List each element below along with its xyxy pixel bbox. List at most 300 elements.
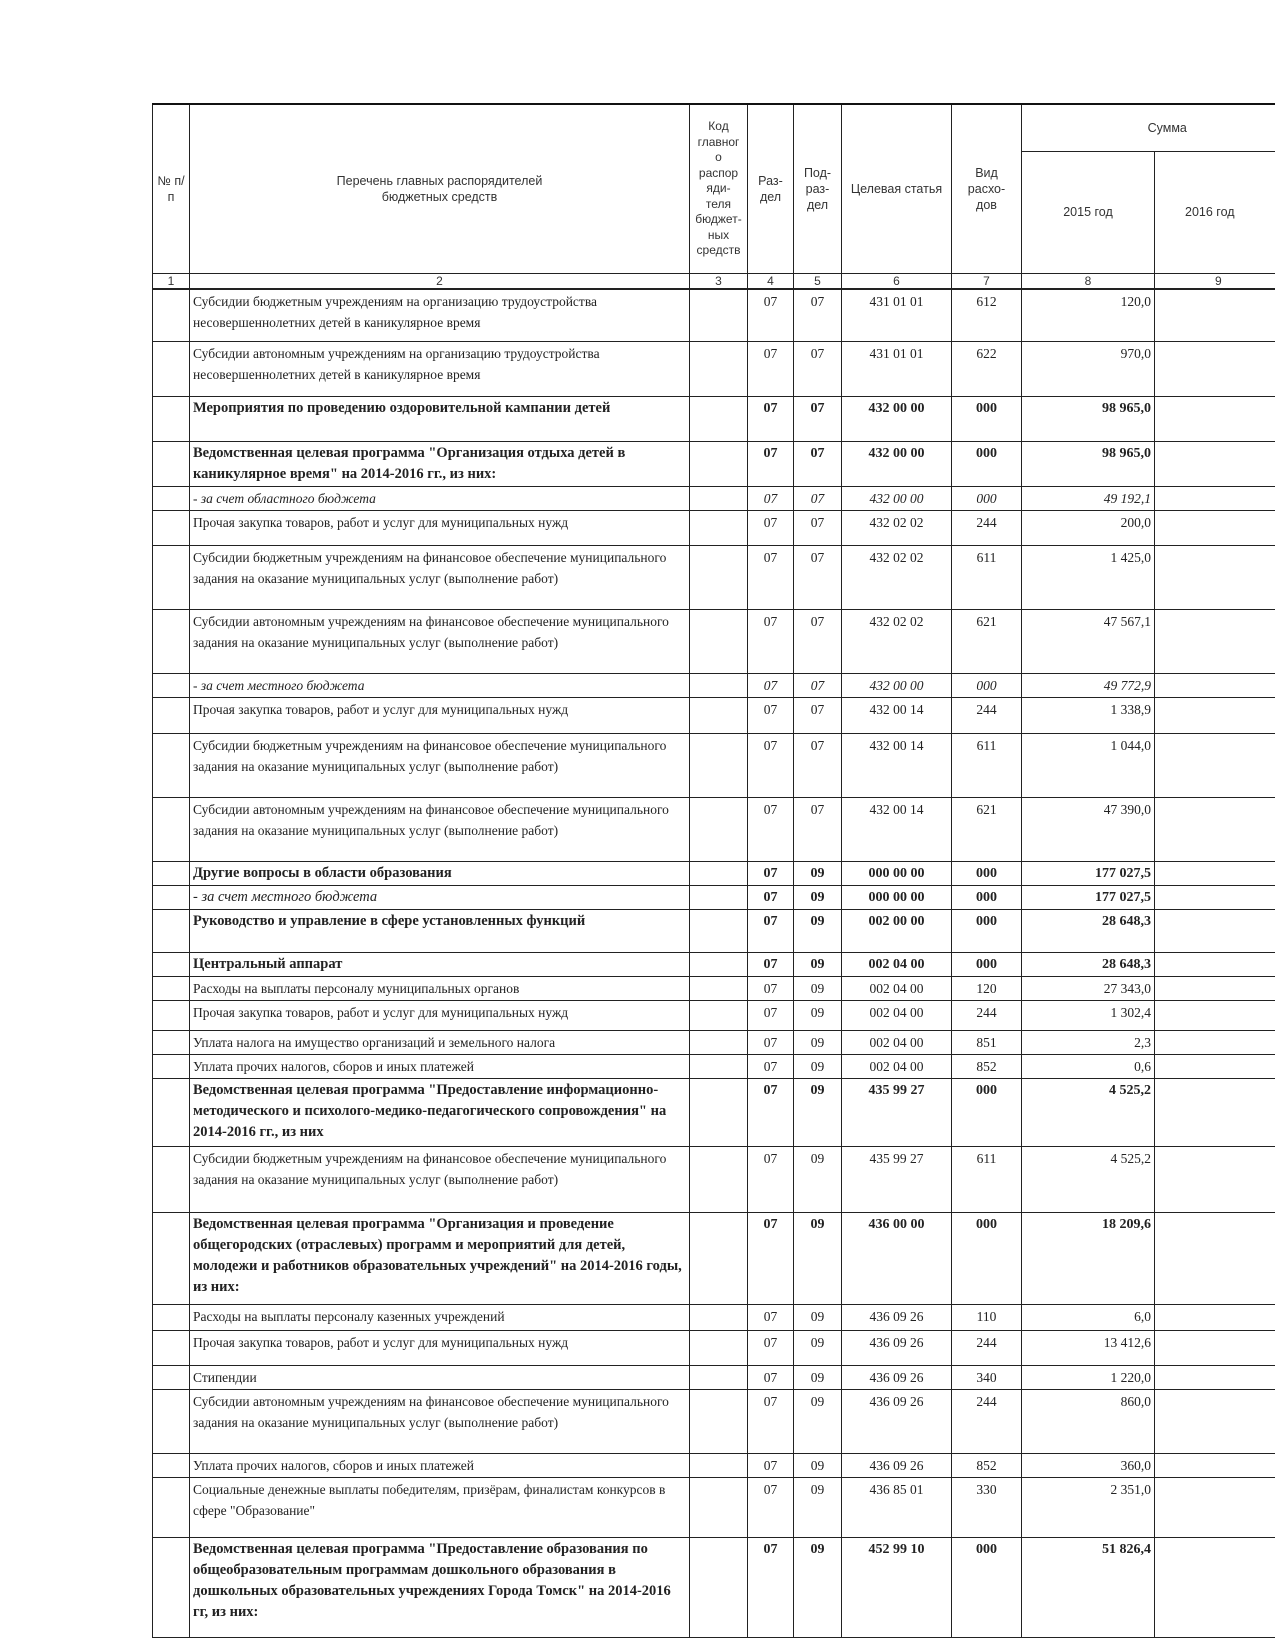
row-num xyxy=(153,1537,190,1637)
row-amount-2016 xyxy=(1155,976,1275,1000)
row-podrazdel: 07 xyxy=(794,441,842,486)
row-num xyxy=(153,733,190,797)
table-row xyxy=(153,441,1275,486)
row-amount-2016 xyxy=(1155,909,1275,952)
table-row xyxy=(153,1078,1275,1146)
row-code xyxy=(690,1537,748,1637)
row-target: 000 00 00 xyxy=(842,885,952,909)
row-podrazdel: 07 xyxy=(794,545,842,609)
row-amount-2015: 27 343,0 xyxy=(1022,976,1155,1000)
row-name: Уплата прочих налогов, сборов и иных платежей xyxy=(190,1453,690,1477)
header-razdel: Раз- дел xyxy=(748,104,794,273)
row-target: 436 09 26 xyxy=(842,1365,952,1389)
row-amount-2016 xyxy=(1155,441,1275,486)
row-num xyxy=(153,1389,190,1453)
row-podrazdel: 07 xyxy=(794,510,842,545)
row-razdel: 07 xyxy=(748,396,794,441)
row-amount-2016 xyxy=(1155,1030,1275,1054)
row-name: Другие вопросы в области образования xyxy=(190,861,690,885)
row-vid: 000 xyxy=(952,885,1022,909)
row-target: 432 02 02 xyxy=(842,510,952,545)
row-podrazdel: 09 xyxy=(794,952,842,976)
row-code xyxy=(690,1146,748,1212)
row-code xyxy=(690,976,748,1000)
row-target: 000 00 00 xyxy=(842,861,952,885)
row-podrazdel: 09 xyxy=(794,1365,842,1389)
row-target: 452 99 10 xyxy=(842,1537,952,1637)
row-name: Прочая закупка товаров, работ и услуг для муниципальных нужд xyxy=(190,1000,690,1030)
row-amount-2015: 28 648,3 xyxy=(1022,909,1155,952)
row-amount-2015: 0,6 xyxy=(1022,1054,1155,1078)
row-razdel: 07 xyxy=(748,733,794,797)
row-code xyxy=(690,1212,748,1304)
row-vid: 621 xyxy=(952,797,1022,861)
row-name: Субсидии бюджетным учреждениям на финансовое обеспечение муниципального задания на оказание муниципальных услуг (выполнение работ) xyxy=(190,545,690,609)
row-code xyxy=(690,952,748,976)
row-razdel: 07 xyxy=(748,1054,794,1078)
row-amount-2015: 6,0 xyxy=(1022,1304,1155,1330)
row-num xyxy=(153,885,190,909)
row-razdel: 07 xyxy=(748,1212,794,1304)
row-amount-2015: 47 567,1 xyxy=(1022,609,1155,673)
row-name: - за счет местного бюджета xyxy=(190,673,690,697)
row-amount-2015: 1 425,0 xyxy=(1022,545,1155,609)
row-num xyxy=(153,1304,190,1330)
row-code xyxy=(690,1304,748,1330)
row-target: 002 04 00 xyxy=(842,1030,952,1054)
col-number: 9 xyxy=(1155,273,1275,289)
row-num xyxy=(153,545,190,609)
row-amount-2016 xyxy=(1155,341,1275,396)
row-amount-2015: 98 965,0 xyxy=(1022,396,1155,441)
row-razdel: 07 xyxy=(748,510,794,545)
row-vid: 000 xyxy=(952,909,1022,952)
row-podrazdel: 09 xyxy=(794,976,842,1000)
row-name: Уплата прочих налогов, сборов и иных платежей xyxy=(190,1054,690,1078)
table-row xyxy=(153,797,1275,861)
row-code xyxy=(690,289,748,341)
row-num xyxy=(153,1365,190,1389)
row-razdel: 07 xyxy=(748,341,794,396)
row-amount-2015: 18 209,6 xyxy=(1022,1212,1155,1304)
row-vid: 000 xyxy=(952,1212,1022,1304)
row-num xyxy=(153,609,190,673)
row-podrazdel: 09 xyxy=(794,1330,842,1365)
row-num xyxy=(153,1078,190,1146)
row-podrazdel: 09 xyxy=(794,1389,842,1453)
row-vid: 000 xyxy=(952,1537,1022,1637)
row-name: Социальные денежные выплаты победителям, призёрам, финалистам конкурсов в сфере "Образование" xyxy=(190,1477,690,1537)
row-razdel: 07 xyxy=(748,486,794,510)
row-razdel: 07 xyxy=(748,1389,794,1453)
row-razdel: 07 xyxy=(748,1477,794,1537)
row-razdel: 07 xyxy=(748,1365,794,1389)
row-amount-2016 xyxy=(1155,1054,1275,1078)
row-razdel: 07 xyxy=(748,861,794,885)
table-header xyxy=(153,104,1275,289)
row-num xyxy=(153,909,190,952)
row-name: Ведомственная целевая программа "Предоставление образования по общеобразовательным программам дошкольного образования в дошкольных образовательных учреждениях Города Томск" на 2014-2016 гг, из них: xyxy=(190,1537,690,1637)
row-vid: 000 xyxy=(952,673,1022,697)
row-name: Субсидии бюджетным учреждениям на организацию трудоустройства несовершеннолетних детей в каникулярное время xyxy=(190,289,690,341)
row-amount-2015: 28 648,3 xyxy=(1022,952,1155,976)
row-amount-2015: 1 302,4 xyxy=(1022,1000,1155,1030)
row-code xyxy=(690,861,748,885)
row-razdel: 07 xyxy=(748,1330,794,1365)
col-number: 4 xyxy=(748,273,794,289)
row-vid: 244 xyxy=(952,1000,1022,1030)
row-code xyxy=(690,797,748,861)
table-row xyxy=(153,1304,1275,1330)
row-vid: 852 xyxy=(952,1453,1022,1477)
row-code xyxy=(690,441,748,486)
row-name: Ведомственная целевая программа "Организация отдыха детей в каникулярное время" на 2014-2016 гг., из них: xyxy=(190,441,690,486)
row-amount-2016 xyxy=(1155,1078,1275,1146)
row-vid: 244 xyxy=(952,697,1022,733)
row-num xyxy=(153,673,190,697)
row-target: 432 00 00 xyxy=(842,396,952,441)
row-target: 431 01 01 xyxy=(842,289,952,341)
row-code xyxy=(690,697,748,733)
row-target: 002 04 00 xyxy=(842,1054,952,1078)
row-vid: 852 xyxy=(952,1054,1022,1078)
table-row xyxy=(153,1389,1275,1453)
row-name: Руководство и управление в сфере установленных функций xyxy=(190,909,690,952)
row-target: 002 00 00 xyxy=(842,909,952,952)
row-amount-2016 xyxy=(1155,1389,1275,1453)
header-sum: Сумма xyxy=(1022,104,1275,151)
row-podrazdel: 07 xyxy=(794,396,842,441)
row-code xyxy=(690,1453,748,1477)
table-row xyxy=(153,1030,1275,1054)
row-amount-2016 xyxy=(1155,952,1275,976)
row-name: Расходы на выплаты персоналу муниципальных органов xyxy=(190,976,690,1000)
col-number: 6 xyxy=(842,273,952,289)
row-num xyxy=(153,441,190,486)
row-podrazdel: 09 xyxy=(794,1477,842,1537)
row-podrazdel: 09 xyxy=(794,909,842,952)
table-row xyxy=(153,545,1275,609)
row-target: 432 00 00 xyxy=(842,441,952,486)
row-name: Прочая закупка товаров, работ и услуг для муниципальных нужд xyxy=(190,510,690,545)
row-name: Прочая закупка товаров, работ и услуг для муниципальных нужд xyxy=(190,1330,690,1365)
row-podrazdel: 07 xyxy=(794,733,842,797)
row-name: Субсидии автономным учреждениям на финансовое обеспечение муниципального задания на оказание муниципальных услуг (выполнение работ) xyxy=(190,609,690,673)
row-num xyxy=(153,952,190,976)
row-name: Стипендии xyxy=(190,1365,690,1389)
row-podrazdel: 07 xyxy=(794,797,842,861)
row-amount-2015: 360,0 xyxy=(1022,1453,1155,1477)
row-razdel: 07 xyxy=(748,909,794,952)
row-podrazdel: 09 xyxy=(794,1054,842,1078)
row-target: 432 02 02 xyxy=(842,545,952,609)
row-name: Субсидии автономным учреждениям на организацию трудоустройства несовершеннолетних детей в каникулярное время xyxy=(190,341,690,396)
table-row xyxy=(153,909,1275,952)
row-num xyxy=(153,486,190,510)
col-number: 1 xyxy=(153,273,190,289)
row-target: 002 04 00 xyxy=(842,952,952,976)
row-razdel: 07 xyxy=(748,1000,794,1030)
row-code xyxy=(690,1078,748,1146)
table-row xyxy=(153,486,1275,510)
row-amount-2015: 47 390,0 xyxy=(1022,797,1155,861)
budget-table xyxy=(152,103,1275,1638)
row-name: Ведомственная целевая программа "Предоставление информационно-методического и психолого-медико-педагогического сопровождения" на 2014-2016 гг., из них xyxy=(190,1078,690,1146)
row-amount-2015: 4 525,2 xyxy=(1022,1146,1155,1212)
table-row xyxy=(153,1330,1275,1365)
row-name: Расходы на выплаты персоналу казенных учреждений xyxy=(190,1304,690,1330)
row-code xyxy=(690,1054,748,1078)
row-num xyxy=(153,1212,190,1304)
row-amount-2016 xyxy=(1155,797,1275,861)
row-amount-2016 xyxy=(1155,1453,1275,1477)
row-amount-2015: 1 338,9 xyxy=(1022,697,1155,733)
row-amount-2016 xyxy=(1155,486,1275,510)
table-row xyxy=(153,609,1275,673)
table-row xyxy=(153,1537,1275,1637)
row-vid: 611 xyxy=(952,733,1022,797)
row-target: 435 99 27 xyxy=(842,1146,952,1212)
row-name: Прочая закупка товаров, работ и услуг для муниципальных нужд xyxy=(190,697,690,733)
row-podrazdel: 07 xyxy=(794,341,842,396)
row-amount-2016 xyxy=(1155,1212,1275,1304)
row-podrazdel: 07 xyxy=(794,289,842,341)
row-target: 436 09 26 xyxy=(842,1453,952,1477)
row-amount-2016 xyxy=(1155,673,1275,697)
row-name: - за счет местного бюджета xyxy=(190,885,690,909)
row-amount-2015: 1 220,0 xyxy=(1022,1365,1155,1389)
table-row xyxy=(153,396,1275,441)
table-row xyxy=(153,1000,1275,1030)
row-code xyxy=(690,486,748,510)
row-num xyxy=(153,697,190,733)
row-vid: 611 xyxy=(952,1146,1022,1212)
row-code xyxy=(690,1365,748,1389)
row-vid: 611 xyxy=(952,545,1022,609)
row-target: 432 00 14 xyxy=(842,797,952,861)
row-razdel: 07 xyxy=(748,1304,794,1330)
row-amount-2015: 98 965,0 xyxy=(1022,441,1155,486)
row-code xyxy=(690,673,748,697)
row-code xyxy=(690,1030,748,1054)
header-target: Целевая статья xyxy=(842,104,952,273)
row-code xyxy=(690,609,748,673)
row-code xyxy=(690,909,748,952)
row-razdel: 07 xyxy=(748,797,794,861)
row-amount-2015: 13 412,6 xyxy=(1022,1330,1155,1365)
header-vid: Вид расхо- дов xyxy=(952,104,1022,273)
row-vid: 851 xyxy=(952,1030,1022,1054)
row-vid: 000 xyxy=(952,486,1022,510)
row-target: 002 04 00 xyxy=(842,976,952,1000)
col-number: 2 xyxy=(190,273,690,289)
row-amount-2015: 1 044,0 xyxy=(1022,733,1155,797)
table-row xyxy=(153,861,1275,885)
row-name: Субсидии автономным учреждениям на финансовое обеспечение муниципального задания на оказание муниципальных услуг (выполнение работ) xyxy=(190,797,690,861)
row-name: Мероприятия по проведению оздоровительной кампании детей xyxy=(190,396,690,441)
row-razdel: 07 xyxy=(748,885,794,909)
row-razdel: 07 xyxy=(748,609,794,673)
table-row xyxy=(153,1146,1275,1212)
row-amount-2016 xyxy=(1155,545,1275,609)
row-vid: 244 xyxy=(952,510,1022,545)
row-code xyxy=(690,885,748,909)
table-body xyxy=(153,289,1275,1637)
row-num xyxy=(153,861,190,885)
row-num xyxy=(153,797,190,861)
row-amount-2016 xyxy=(1155,1537,1275,1637)
table-row xyxy=(153,733,1275,797)
row-num xyxy=(153,510,190,545)
table-row xyxy=(153,1453,1275,1477)
row-num xyxy=(153,396,190,441)
row-amount-2016 xyxy=(1155,1330,1275,1365)
row-amount-2015: 970,0 xyxy=(1022,341,1155,396)
row-amount-2015: 2 351,0 xyxy=(1022,1477,1155,1537)
row-podrazdel: 09 xyxy=(794,1000,842,1030)
row-num xyxy=(153,289,190,341)
row-vid: 244 xyxy=(952,1389,1022,1453)
row-target: 436 09 26 xyxy=(842,1389,952,1453)
table-row xyxy=(153,1365,1275,1389)
row-name: Центральный аппарат xyxy=(190,952,690,976)
col-number: 8 xyxy=(1022,273,1155,289)
row-razdel: 07 xyxy=(748,952,794,976)
header-name: Перечень главных распорядителей бюджетных средств xyxy=(190,104,690,273)
row-podrazdel: 07 xyxy=(794,673,842,697)
row-num xyxy=(153,1030,190,1054)
row-razdel: 07 xyxy=(748,673,794,697)
row-name: - за счет областного бюджета xyxy=(190,486,690,510)
table-row xyxy=(153,673,1275,697)
row-code xyxy=(690,510,748,545)
row-razdel: 07 xyxy=(748,1030,794,1054)
row-podrazdel: 09 xyxy=(794,1453,842,1477)
row-amount-2016 xyxy=(1155,1000,1275,1030)
row-amount-2015: 49 192,1 xyxy=(1022,486,1155,510)
table-row xyxy=(153,885,1275,909)
header-code: Код главног о распор яди- теля бюджет- ных средств xyxy=(690,104,748,273)
row-num xyxy=(153,976,190,1000)
row-vid: 244 xyxy=(952,1330,1022,1365)
table-row xyxy=(153,1477,1275,1537)
table-row xyxy=(153,976,1275,1000)
row-razdel: 07 xyxy=(748,545,794,609)
row-podrazdel: 09 xyxy=(794,1030,842,1054)
row-code xyxy=(690,396,748,441)
row-target: 436 00 00 xyxy=(842,1212,952,1304)
row-code xyxy=(690,341,748,396)
row-num xyxy=(153,1453,190,1477)
row-amount-2016 xyxy=(1155,1365,1275,1389)
row-vid: 000 xyxy=(952,1078,1022,1146)
row-podrazdel: 09 xyxy=(794,885,842,909)
row-num xyxy=(153,1146,190,1212)
row-target: 432 00 00 xyxy=(842,486,952,510)
row-num xyxy=(153,1054,190,1078)
col-number: 3 xyxy=(690,273,748,289)
table-row xyxy=(153,1212,1275,1304)
row-podrazdel: 07 xyxy=(794,486,842,510)
row-razdel: 07 xyxy=(748,697,794,733)
row-code xyxy=(690,1000,748,1030)
row-podrazdel: 09 xyxy=(794,1078,842,1146)
table-row xyxy=(153,510,1275,545)
row-razdel: 07 xyxy=(748,1537,794,1637)
row-name: Субсидии бюджетным учреждениям на финансовое обеспечение муниципального задания на оказание муниципальных услуг (выполнение работ) xyxy=(190,1146,690,1212)
row-target: 436 09 26 xyxy=(842,1330,952,1365)
row-target: 432 00 00 xyxy=(842,673,952,697)
row-razdel: 07 xyxy=(748,441,794,486)
table-row xyxy=(153,1054,1275,1078)
row-code xyxy=(690,1477,748,1537)
row-code xyxy=(690,545,748,609)
table-row xyxy=(153,341,1275,396)
row-num xyxy=(153,1000,190,1030)
col-number: 7 xyxy=(952,273,1022,289)
row-amount-2015: 51 826,4 xyxy=(1022,1537,1155,1637)
row-amount-2016 xyxy=(1155,289,1275,341)
row-razdel: 07 xyxy=(748,1453,794,1477)
row-amount-2015: 2,3 xyxy=(1022,1030,1155,1054)
table-row xyxy=(153,289,1275,341)
row-vid: 612 xyxy=(952,289,1022,341)
row-podrazdel: 09 xyxy=(794,1304,842,1330)
header-year-2016: 2016 год xyxy=(1155,151,1275,273)
row-podrazdel: 09 xyxy=(794,1146,842,1212)
row-amount-2016 xyxy=(1155,1477,1275,1537)
row-amount-2015: 860,0 xyxy=(1022,1389,1155,1453)
row-amount-2015: 200,0 xyxy=(1022,510,1155,545)
header-num: № п/п xyxy=(153,104,190,273)
row-amount-2016 xyxy=(1155,733,1275,797)
row-vid: 330 xyxy=(952,1477,1022,1537)
row-num xyxy=(153,341,190,396)
row-amount-2015: 4 525,2 xyxy=(1022,1078,1155,1146)
row-target: 432 02 02 xyxy=(842,609,952,673)
header-year-2015: 2015 год xyxy=(1022,151,1155,273)
row-code xyxy=(690,733,748,797)
row-target: 432 00 14 xyxy=(842,733,952,797)
row-target: 436 09 26 xyxy=(842,1304,952,1330)
row-amount-2015: 177 027,5 xyxy=(1022,885,1155,909)
row-vid: 000 xyxy=(952,441,1022,486)
col-number: 5 xyxy=(794,273,842,289)
row-name: Ведомственная целевая программа "Организация и проведение общегородских (отраслевых) программ и мероприятий для детей, молодежи и работников образовательных учреждений" на 2014-2016 годы, из них: xyxy=(190,1212,690,1304)
row-razdel: 07 xyxy=(748,1078,794,1146)
row-vid: 340 xyxy=(952,1365,1022,1389)
row-target: 435 99 27 xyxy=(842,1078,952,1146)
row-code xyxy=(690,1389,748,1453)
row-amount-2016 xyxy=(1155,609,1275,673)
header-podrazdel: Под- раз- дел xyxy=(794,104,842,273)
row-podrazdel: 09 xyxy=(794,861,842,885)
row-podrazdel: 09 xyxy=(794,1212,842,1304)
row-vid: 621 xyxy=(952,609,1022,673)
row-podrazdel: 09 xyxy=(794,1537,842,1637)
row-podrazdel: 07 xyxy=(794,697,842,733)
row-vid: 000 xyxy=(952,952,1022,976)
row-razdel: 07 xyxy=(748,289,794,341)
row-amount-2015: 120,0 xyxy=(1022,289,1155,341)
row-amount-2016 xyxy=(1155,1146,1275,1212)
row-vid: 000 xyxy=(952,396,1022,441)
row-target: 002 04 00 xyxy=(842,1000,952,1030)
row-amount-2016 xyxy=(1155,510,1275,545)
row-num xyxy=(153,1477,190,1537)
row-num xyxy=(153,1330,190,1365)
row-target: 431 01 01 xyxy=(842,341,952,396)
